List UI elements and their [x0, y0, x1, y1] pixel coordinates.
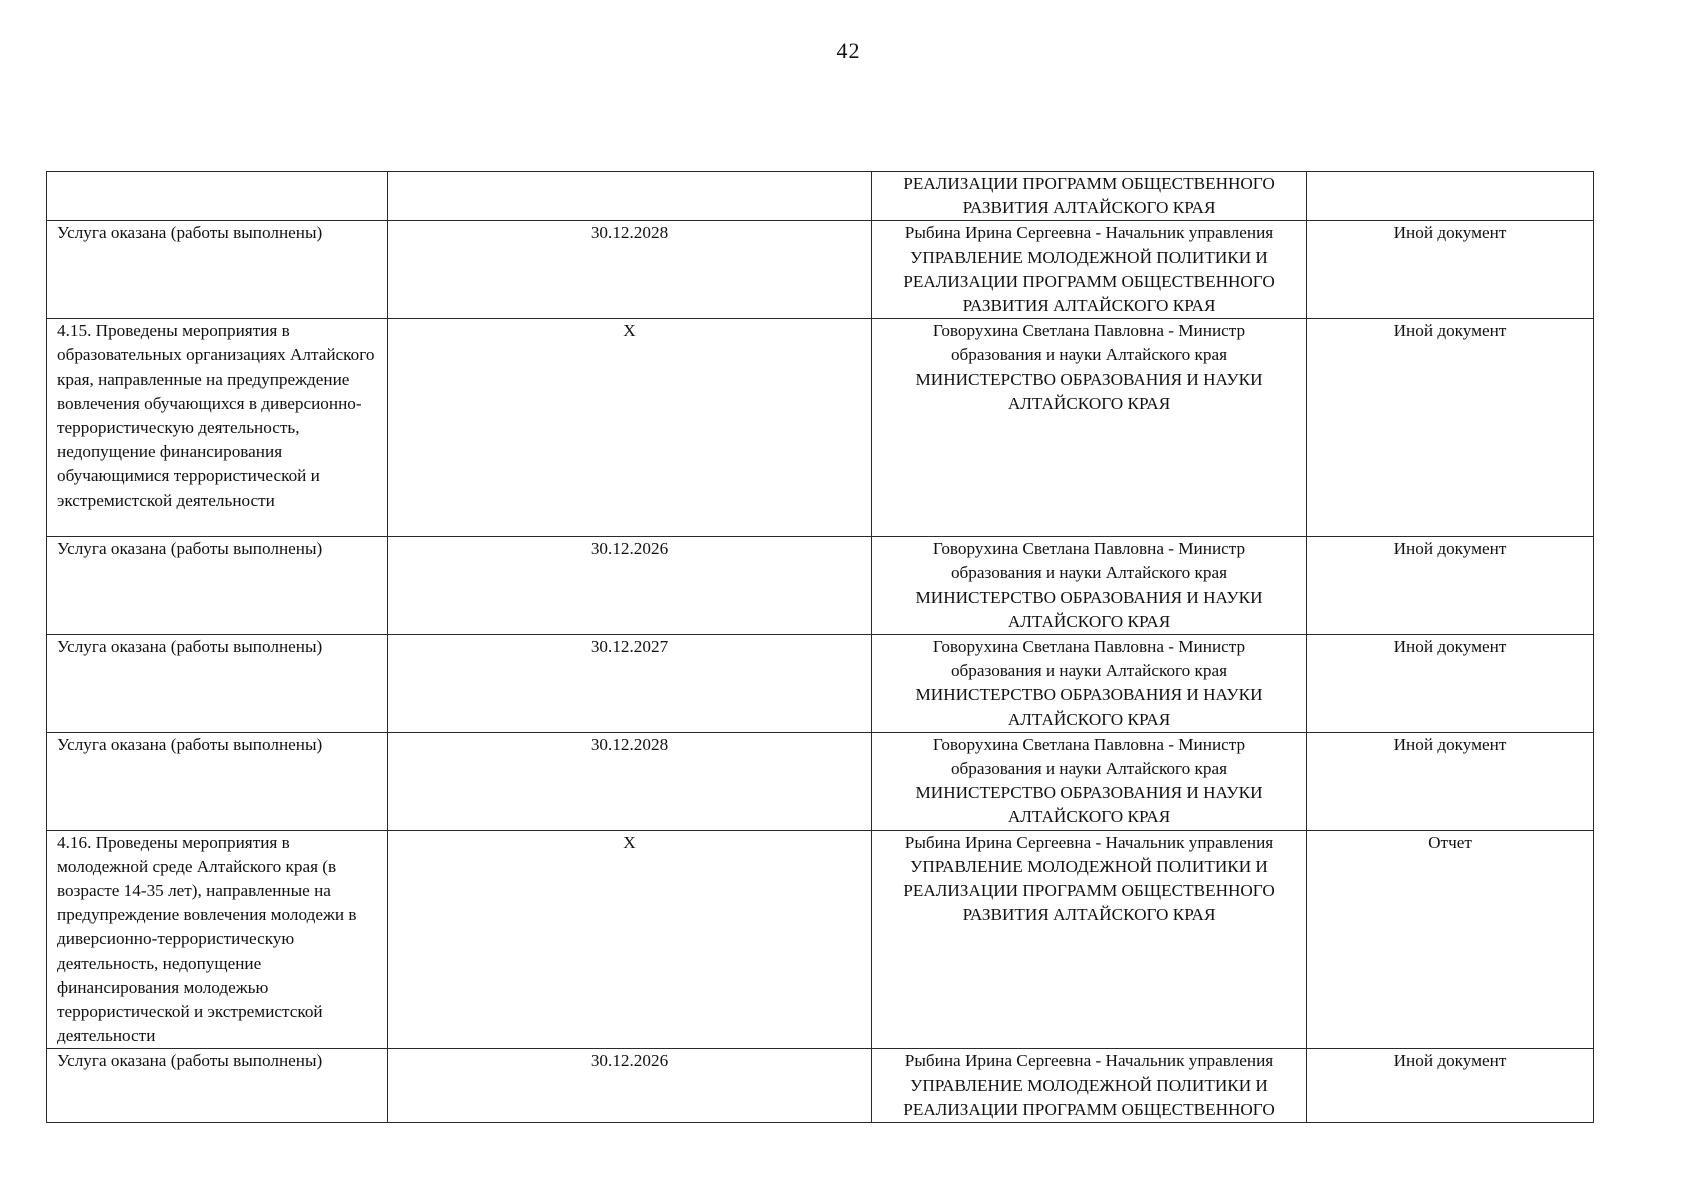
- table-row: [47, 172, 1594, 221]
- responsible-cell: Говорухина Светлана Павловна - Министр образования и науки Алтайского края МИНИСТЕРСТВО ОБРАЗОВАНИЯ И НАУКИ АЛТАЙСКОГО КРАЯ: [872, 537, 1307, 635]
- deadline-cell: 30.12.2026: [388, 537, 872, 635]
- task-description-cell: 4.16. Проведены мероприятия в молодежной среде Алтайского края (в возрасте 14-35 лет), направленные на предупреждение вовлечения молодежи в диверсионно-террористическую деятельность, недопущение финансирования молодежью террористической и экстремистской деятельности: [47, 830, 388, 1049]
- task-description-cell: Услуга оказана (работы выполнены): [47, 732, 388, 830]
- table-row: [47, 830, 1594, 1049]
- table-row: [47, 635, 1594, 733]
- document-type-cell: Иной документ: [1307, 635, 1594, 733]
- page-number: 42: [836, 38, 861, 63]
- table-row: [47, 319, 1594, 537]
- document-type-cell: Иной документ: [1307, 221, 1594, 319]
- responsible-cell: Рыбина Ирина Сергеевна - Начальник управления УПРАВЛЕНИЕ МОЛОДЕЖНОЙ ПОЛИТИКИ И РЕАЛИЗАЦИИ ПРОГРАММ ОБЩЕСТВЕННОГО РАЗВИТИЯ АЛТАЙСКОГО КРАЯ: [872, 830, 1307, 1049]
- task-description-cell: Услуга оказана (работы выполнены): [47, 635, 388, 733]
- table-row: [47, 537, 1594, 635]
- deadline-cell: X: [388, 830, 872, 1049]
- document-type-cell: Иной документ: [1307, 732, 1594, 830]
- document-type-cell: Иной документ: [1307, 1049, 1594, 1123]
- deadline-cell: 30.12.2028: [388, 732, 872, 830]
- deadline-cell: 30.12.2026: [388, 1049, 872, 1123]
- table-row: [47, 221, 1594, 319]
- document-type-cell: Иной документ: [1307, 537, 1594, 635]
- document-type-cell: Отчет: [1307, 830, 1594, 1049]
- task-description-cell: [47, 172, 388, 221]
- task-description-cell: Услуга оказана (работы выполнены): [47, 1049, 388, 1123]
- responsible-cell: Рыбина Ирина Сергеевна - Начальник управления УПРАВЛЕНИЕ МОЛОДЕЖНОЙ ПОЛИТИКИ И РЕАЛИЗАЦИИ ПРОГРАММ ОБЩЕСТВЕННОГО: [872, 1049, 1307, 1123]
- table-row: [47, 1049, 1594, 1123]
- responsible-cell: Говорухина Светлана Павловна - Министр образования и науки Алтайского края МИНИСТЕРСТВО ОБРАЗОВАНИЯ И НАУКИ АЛТАЙСКОГО КРАЯ: [872, 635, 1307, 733]
- responsible-cell: Говорухина Светлана Павловна - Министр образования и науки Алтайского края МИНИСТЕРСТВО ОБРАЗОВАНИЯ И НАУКИ АЛТАЙСКОГО КРАЯ: [872, 319, 1307, 537]
- task-description-cell: Услуга оказана (работы выполнены): [47, 537, 388, 635]
- task-description-cell: Услуга оказана (работы выполнены): [47, 221, 388, 319]
- deadline-cell: 30.12.2027: [388, 635, 872, 733]
- table-row: [47, 732, 1594, 830]
- responsible-cell: Говорухина Светлана Павловна - Министр образования и науки Алтайского края МИНИСТЕРСТВО ОБРАЗОВАНИЯ И НАУКИ АЛТАЙСКОГО КРАЯ: [872, 732, 1307, 830]
- responsible-cell: РЕАЛИЗАЦИИ ПРОГРАММ ОБЩЕСТВЕННОГО РАЗВИТИЯ АЛТАЙСКОГО КРАЯ: [872, 172, 1307, 221]
- task-description-cell: 4.15. Проведены мероприятия в образовательных организациях Алтайского края, направленные на предупреждение вовлечения обучающихся в диверсионно-террористическую деятельность, недопущение финансирования обучающимися террористической и экстремистской деятельности: [47, 319, 388, 537]
- deadline-cell: X: [388, 319, 872, 537]
- plan-table: [46, 171, 1594, 1123]
- responsible-cell: Рыбина Ирина Сергеевна - Начальник управления УПРАВЛЕНИЕ МОЛОДЕЖНОЙ ПОЛИТИКИ И РЕАЛИЗАЦИИ ПРОГРАММ ОБЩЕСТВЕННОГО РАЗВИТИЯ АЛТАЙСКОГО КРАЯ: [872, 221, 1307, 319]
- document-type-cell: [1307, 172, 1594, 221]
- deadline-cell: [388, 172, 872, 221]
- deadline-cell: 30.12.2028: [388, 221, 872, 319]
- document-type-cell: Иной документ: [1307, 319, 1594, 537]
